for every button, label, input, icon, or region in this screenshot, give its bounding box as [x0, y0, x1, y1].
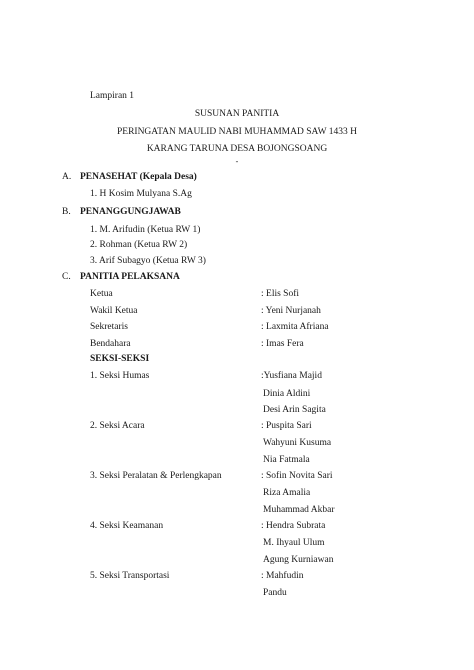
section-a-item: 1. H Kosim Mulyana S.Ag — [90, 189, 192, 199]
title-separator: - — [235, 157, 239, 166]
officer-name: : Laxmita Afriana — [261, 322, 329, 332]
division-member: Wahyuni Kusuma — [263, 438, 332, 448]
document-title: SUSUNAN PANITIA — [194, 109, 280, 119]
section-b-item: 1. M. Arifudin (Ketua RW 1) — [90, 225, 201, 235]
division-member: : Mahfudin — [261, 571, 304, 581]
event-title: PERINGATAN MAULID NABI MUHAMMAD SAW 1433 H — [116, 127, 358, 137]
division-label: 2. Seksi Acara — [90, 421, 145, 431]
division-label: 3. Seksi Peralatan & Perlengkapan — [90, 471, 222, 481]
section-c-letter: C. — [62, 272, 71, 282]
division-label: 5. Seksi Transportasi — [90, 571, 170, 581]
section-a-letter: A. — [62, 172, 72, 182]
division-label: 1. Seksi Humas — [90, 371, 150, 381]
subsection-title: SEKSI-SEKSI — [90, 354, 150, 364]
section-a-title: PENASEHAT (Kepala Desa) — [80, 172, 197, 182]
officer-name: : Elis Sofi — [261, 289, 300, 299]
division-member: : Hendra Subrata — [261, 521, 326, 531]
section-b-item: 2. Rohman (Ketua RW 2) — [90, 240, 188, 250]
organization-title: KARANG TARUNA DESA BOJONGSOANG — [146, 144, 328, 154]
section-c-title: PANITIA PELAKSANA — [80, 272, 180, 282]
officer-role: Bendahara — [90, 339, 131, 349]
officer-name: : Yeni Nurjanah — [261, 306, 321, 316]
division-member: : Sofin Novita Sari — [261, 471, 333, 481]
division-member: Pandu — [263, 588, 287, 598]
attachment-label: Lampiran 1 — [90, 91, 135, 101]
division-member: Dinia Aldini — [263, 389, 311, 399]
division-member: : Puspita Sari — [261, 421, 312, 431]
division-member: Nia Fatmala — [263, 455, 310, 465]
division-member: M. Ihyaul Ulum — [263, 538, 325, 548]
division-member: Muhammad Akbar — [263, 505, 335, 515]
division-member: Riza Amalia — [263, 488, 311, 498]
section-b-letter: B. — [62, 207, 71, 217]
division-member: Agung Kurniawan — [263, 555, 334, 565]
officer-role: Ketua — [90, 289, 113, 299]
section-b-title: PENANGGUNGJAWAB — [80, 207, 181, 217]
officer-role: Wakil Ketua — [90, 306, 138, 316]
officer-role: Sekretaris — [90, 322, 128, 332]
section-b-item: 3. Arif Subagyo (Ketua RW 3) — [90, 256, 206, 266]
division-label: 4. Seksi Keamanan — [90, 521, 164, 531]
division-member: Desi Arin Sagita — [263, 405, 326, 415]
division-member: :Yusfiana Majid — [261, 371, 322, 381]
officer-name: : Imas Fera — [261, 339, 304, 349]
